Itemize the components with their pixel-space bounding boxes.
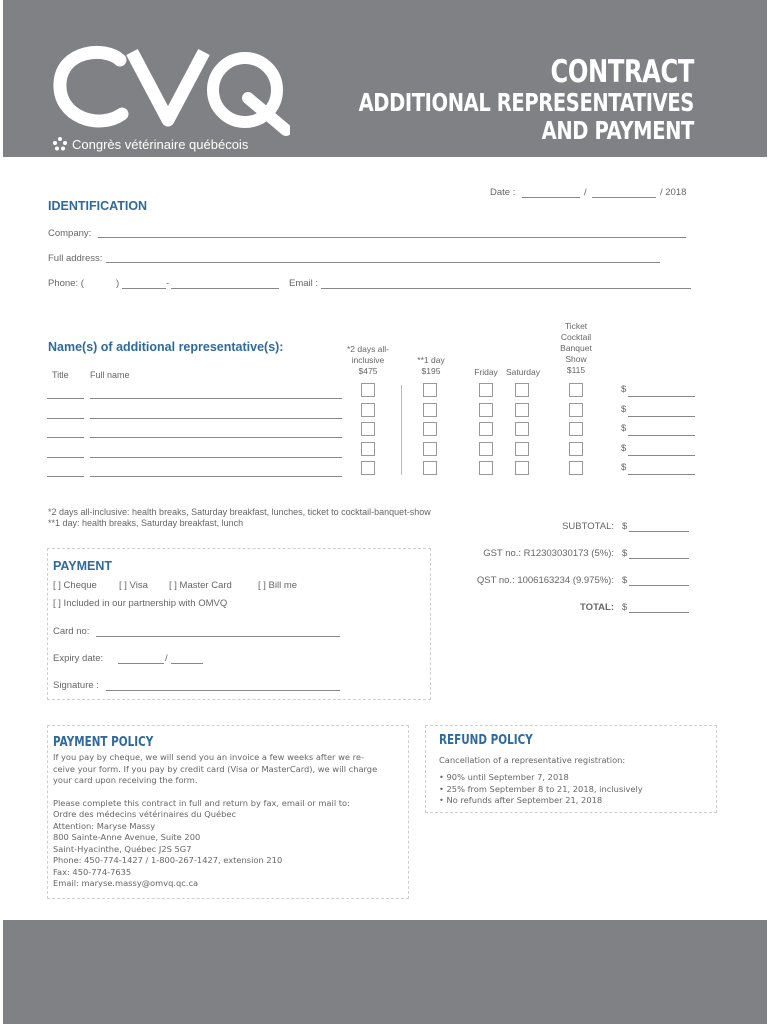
refund-item: • 90% until September 7, 2018 [439, 772, 643, 784]
rep-amount-field[interactable] [628, 435, 695, 436]
phone-label: Phone: ( [48, 278, 84, 289]
contract-title [359, 56, 694, 145]
rep-amount-symbol: $ [621, 442, 627, 454]
date-year: / 2018 [660, 187, 687, 198]
card-number-field[interactable] [96, 636, 340, 637]
rep-amount-symbol: $ [621, 462, 627, 473]
checkbox-saturday[interactable] [515, 461, 529, 475]
policy-line: ceive your form. If you pay by credit card (Visa or MasterCard), we will charge [53, 763, 378, 774]
title-line-3: AND PAYMENT [541, 116, 694, 145]
payment-policy-text [53, 752, 377, 890]
rep-fullname-field[interactable] [90, 398, 342, 399]
signature-field[interactable] [106, 690, 340, 691]
card-label: Card no: [53, 626, 90, 637]
date-month-field[interactable] [592, 197, 656, 198]
col-title: Title [52, 370, 69, 380]
logo-subtitle-text: Congrès vétérinaire québécois [72, 136, 249, 152]
rep-fullname-field[interactable] [90, 457, 342, 458]
checkbox-friday[interactable] [479, 403, 493, 417]
policy-fax: Fax: 450-774-7635 [53, 866, 132, 877]
rep-amount-symbol: $ [621, 384, 627, 395]
subtotal-label: SUBTOTAL: [562, 521, 614, 532]
rep-title-field[interactable] [47, 418, 84, 419]
phone-prefix-field[interactable] [122, 288, 166, 289]
rep-amount-field[interactable] [628, 416, 695, 417]
col-2days: *2 days all- inclusive $475 [346, 344, 390, 376]
total-symbol: $ [622, 602, 628, 613]
rep-amount-field[interactable] [628, 396, 695, 397]
title-line-2: ADDITIONAL REPRESENTATIVES [358, 88, 694, 117]
qst-label: QST no.: 1006163234 (9.975%): [476, 575, 614, 586]
payment-policy-heading: PAYMENT POLICY [53, 735, 154, 750]
gst-label: GST no.: R12303030173 (5%): [483, 548, 614, 559]
checkbox-saturday[interactable] [515, 383, 529, 397]
representatives-heading: Name(s) of additional representative(s): [48, 340, 284, 354]
address-field[interactable] [106, 262, 660, 263]
logo-subtitle [52, 136, 248, 152]
checkbox-2days[interactable] [361, 422, 375, 436]
payment-heading: PAYMENT [53, 559, 113, 573]
rep-fullname-field[interactable] [90, 476, 342, 477]
rep-title-field[interactable] [47, 398, 84, 399]
cvq-logo [50, 38, 290, 138]
company-field[interactable] [98, 237, 686, 238]
policy-line: If you pay by cheque, we will send you an invoice a few weeks after we re- [53, 752, 364, 762]
email-field[interactable] [321, 288, 691, 289]
checkbox-ticket[interactable] [569, 461, 583, 475]
subtotal-field[interactable] [629, 531, 689, 532]
note-2days: *2 days all-inclusive: health breaks, Saturday breakfast, lunches, ticket to cocktail-banquet-show [48, 507, 431, 517]
checkbox-ticket[interactable] [569, 403, 583, 417]
checkbox-2days[interactable] [361, 383, 375, 397]
refund-item: • No refunds after September 21, 2018 [439, 795, 643, 807]
rep-title-field[interactable] [47, 476, 84, 477]
expiry-sep: / [165, 653, 168, 664]
checkbox-ticket[interactable] [569, 422, 583, 436]
policy-city: Saint-Hyacinthe, Québec J2S 5G7 [53, 843, 192, 854]
rep-amount-symbol: $ [621, 403, 627, 415]
footer-band [3, 920, 767, 1024]
expiry-month-field[interactable] [118, 663, 164, 664]
note-1day: **1 day: health breaks, Saturday breakfast, lunch [48, 518, 244, 528]
checkbox-2days[interactable] [361, 403, 375, 417]
checkbox-friday[interactable] [479, 383, 493, 397]
title-line-1: CONTRACT [550, 54, 694, 90]
policy-attention: Attention: Maryse Massy [53, 820, 156, 831]
date-sep: / [584, 187, 587, 198]
policy-org: Ordre des médecins vétérinaires du Québec [53, 809, 237, 819]
col-ticket: Ticket Cocktail Banquet Show $115 [560, 321, 592, 375]
date-label: Date : [490, 187, 516, 198]
qst-field[interactable] [629, 585, 689, 586]
checkbox-saturday[interactable] [515, 442, 529, 456]
address-label: Full address: [48, 253, 103, 264]
expiry-year-field[interactable] [171, 663, 203, 664]
date-day-field[interactable] [522, 197, 580, 198]
checkbox-1day[interactable] [423, 461, 437, 475]
checkbox-1day[interactable] [423, 403, 437, 417]
column-divider [401, 385, 402, 475]
identification-heading: IDENTIFICATION [48, 199, 148, 213]
email-label: Email : [289, 278, 319, 289]
policy-line: your card upon receiving the form. [53, 775, 198, 785]
phone-dash: - [166, 278, 170, 289]
rep-title-field[interactable] [47, 457, 84, 458]
checkbox-2days[interactable] [361, 442, 375, 456]
checkbox-saturday[interactable] [515, 422, 529, 436]
refund-policy-heading: REFUND POLICY [439, 733, 533, 748]
checkbox-2days[interactable] [361, 461, 375, 475]
checkbox-ticket[interactable] [569, 442, 583, 456]
option-partnership[interactable]: [ ] Included in our partnership with OMVQ [53, 598, 228, 609]
checkbox-friday[interactable] [479, 461, 493, 475]
rep-amount-field[interactable] [628, 474, 695, 475]
option-cheque[interactable]: [ ] Cheque [53, 580, 97, 591]
phone-number-field[interactable] [171, 288, 279, 289]
phone-close: ) [116, 278, 120, 289]
col-1day: **1 day $195 [417, 355, 445, 376]
rep-amount-symbol: $ [621, 423, 627, 434]
policy-phone: Phone: 450-774-1427 / 1-800-267-1427, extension 210 [53, 855, 283, 865]
company-label: Company: [48, 228, 92, 239]
option-visa[interactable]: [ ] Visa [119, 580, 148, 591]
checkbox-1day[interactable] [423, 422, 437, 436]
gst-symbol: $ [622, 548, 628, 559]
gst-field[interactable] [629, 558, 689, 559]
expiry-label: Expiry date: [53, 653, 104, 664]
checkbox-friday[interactable] [479, 442, 493, 456]
total-label: TOTAL: [580, 602, 614, 613]
col-friday: Friday [474, 367, 498, 377]
subtotal-symbol: $ [622, 521, 628, 532]
checkbox-friday[interactable] [479, 422, 493, 436]
rep-amount-field[interactable] [628, 455, 695, 456]
col-saturday: Saturday [505, 367, 541, 377]
col-fullname: Full name [90, 370, 130, 380]
checkbox-ticket[interactable] [569, 383, 583, 397]
total-field[interactable] [629, 612, 689, 613]
refund-list [439, 772, 643, 807]
signature-label: Signature : [53, 680, 99, 691]
policy-email: Email: maryse.massy@omvq.qc.ca [53, 878, 199, 888]
qst-symbol: $ [622, 575, 628, 586]
option-mastercard[interactable]: [ ] Master Card [169, 580, 232, 591]
checkbox-1day[interactable] [423, 442, 437, 456]
refund-intro: Cancellation of a representative registration: [439, 755, 626, 765]
rep-title-field[interactable] [47, 437, 84, 438]
option-bill-me[interactable]: [ ] Bill me [258, 580, 298, 591]
paw-dots-icon [52, 136, 68, 152]
checkbox-1day[interactable] [423, 383, 437, 397]
policy-line: Please complete this contract in full and return by fax, email or mail to: [53, 797, 350, 808]
rep-fullname-field[interactable] [90, 437, 342, 438]
policy-street: 800 Sainte-Anne Avenue, Suite 200 [53, 832, 201, 842]
refund-item: • 25% from September 8 to 21, 2018, inclusively [439, 784, 643, 796]
rep-fullname-field[interactable] [90, 418, 342, 419]
checkbox-saturday[interactable] [515, 403, 529, 417]
